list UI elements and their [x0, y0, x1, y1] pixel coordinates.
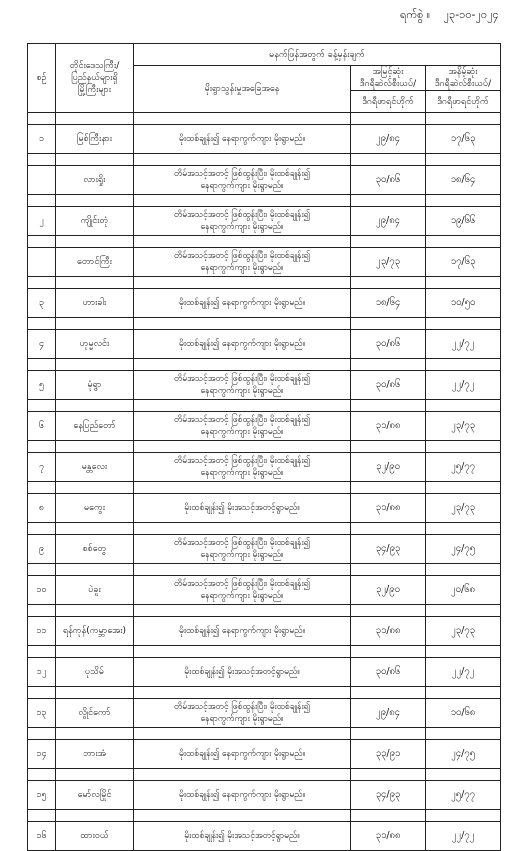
spacer-cell [134, 564, 351, 576]
cell-max: ၂၃/၇၃ [351, 248, 426, 277]
spacer-cell [28, 564, 56, 576]
spacer-cell [28, 154, 56, 166]
cell-min: ၁၇/၆၃ [426, 125, 501, 154]
condition-line1: မိုးထစ်ချုန်း၍ နေရာကွက်ကျား မိုးရွာမည်။ [178, 790, 306, 800]
row-spacer [28, 359, 501, 371]
cell-condition [134, 535, 351, 564]
spacer-cell [351, 236, 426, 248]
spacer-cell [134, 687, 351, 699]
spacer-cell [351, 482, 426, 494]
spacer-cell [28, 113, 56, 125]
spacer-cell [28, 810, 56, 822]
cell-min: ၂၃/၇၃ [426, 412, 501, 441]
cell-no: ၁၃ [28, 699, 56, 728]
cell-min: ၂၂/၇၂ [426, 330, 501, 359]
spacer-cell [134, 523, 351, 535]
spacer-cell [351, 810, 426, 822]
condition-line1: မိုးထစ်ချုန်း၍ မိုးအသင့်အတင့်ရွာမည်။ [184, 503, 300, 513]
cell-max: ၃၁/၈၈ [351, 822, 426, 851]
cell-no [28, 248, 56, 277]
table-row [28, 576, 501, 605]
spacer-cell [426, 113, 501, 125]
cell-min: ၂၃/၇၃ [426, 494, 501, 523]
spacer-cell [134, 482, 351, 494]
header-max-line1: အမြင့်ဆုံး [372, 67, 404, 77]
cell-no: ၅ [28, 371, 56, 400]
table-row [28, 494, 501, 523]
table-row [28, 535, 501, 564]
spacer-cell [56, 769, 134, 781]
cell-max: ၃၃/၉၁ [351, 740, 426, 769]
cell-min: ၂၄/၇၅ [426, 740, 501, 769]
table-row [28, 658, 501, 687]
cell-min: ၂၄/၇၅ [426, 535, 501, 564]
spacer-cell [56, 359, 134, 371]
spacer-cell [134, 236, 351, 248]
spacer-cell [28, 646, 56, 658]
header-min [426, 66, 501, 91]
cell-condition [134, 822, 351, 851]
spacer-cell [56, 318, 134, 330]
condition-line1: တိမ်အသင့်အတင့် ဖြစ်ထွန်းပြီး၊ မိုးထစ်ချုန်း၍ [174, 456, 310, 466]
spacer-cell [426, 195, 501, 207]
cell-city: လွိုင်ကော် [56, 699, 134, 728]
forecast-table [27, 43, 501, 851]
spacer-cell [134, 441, 351, 453]
cell-city: ဘားအံ [56, 740, 134, 769]
spacer-cell [426, 646, 501, 658]
spacer-cell [426, 441, 501, 453]
spacer-cell [134, 113, 351, 125]
spacer-cell [28, 482, 56, 494]
header-condition: မိုးရွာသွန်းမှုအခြေအနေ [134, 66, 351, 113]
cell-no: ၁၀ [28, 576, 56, 605]
condition-line1: တိမ်အသင့်အတင့် ဖြစ်ထွန်းပြီး၊ မိုးထစ်ချုန်း၍ [174, 169, 310, 179]
row-spacer [28, 523, 501, 535]
cell-max: ၃၀/၈၆ [351, 330, 426, 359]
cell-max: ၂၉/၈၄ [351, 125, 426, 154]
cell-no: ၆ [28, 412, 56, 441]
spacer-cell [351, 728, 426, 740]
cell-min: ၂၂/၇၂ [426, 658, 501, 687]
condition-line2: နေရာကွက်ကျား မိုးရွာမည်။ [200, 181, 284, 191]
spacer-cell [28, 318, 56, 330]
cell-condition [134, 740, 351, 769]
spacer-cell [351, 113, 426, 125]
table-row [28, 781, 501, 810]
cell-city: ဟုမ္မလင်း [56, 330, 134, 359]
cell-no: ၁၂ [28, 658, 56, 687]
spacer-cell [28, 400, 56, 412]
condition-line2: နေရာကွက်ကျား မိုးရွာမည်။ [200, 550, 284, 560]
condition-line2: နေရာကွက်ကျား မိုးရွာမည်။ [200, 222, 284, 232]
cell-no: ၃ [28, 289, 56, 318]
cell-condition [134, 781, 351, 810]
cell-no: ၁ [28, 125, 56, 154]
spacer-cell [56, 523, 134, 535]
cell-condition [134, 494, 351, 523]
spacer-cell [56, 646, 134, 658]
header-min-line2: ဒီဂရီဆဲလ်စီးယပ်/ [434, 79, 492, 89]
date-value: ၂၃-၁၀-၂၀၂၄ [443, 8, 499, 21]
row-spacer [28, 810, 501, 822]
spacer-cell [134, 359, 351, 371]
spacer-cell [56, 113, 134, 125]
cell-city: မော်လမြိုင် [56, 781, 134, 810]
cell-condition [134, 248, 351, 277]
row-spacer [28, 728, 501, 740]
row-spacer [28, 769, 501, 781]
table-row [28, 699, 501, 728]
cell-city: နေပြည်တော် [56, 412, 134, 441]
cell-min: ၂၀/၆၈ [426, 576, 501, 605]
cell-city: တောင်ကြီး [56, 248, 134, 277]
condition-line1: မိုးထစ်ချုန်း၍ နေရာကွက်ကျား မိုးရွာမည်။ [178, 298, 306, 308]
cell-condition [134, 330, 351, 359]
cell-condition [134, 125, 351, 154]
spacer-cell [28, 236, 56, 248]
spacer-cell [56, 154, 134, 166]
cell-no: ၁၄ [28, 740, 56, 769]
cell-min: ၂၅/၇၇ [426, 453, 501, 482]
condition-line1: မိုးထစ်ချုန်း၍ နေရာကွက်ကျား မိုးရွာမည်။ [178, 134, 306, 144]
spacer-cell [426, 769, 501, 781]
spacer-cell [134, 318, 351, 330]
table-row [28, 740, 501, 769]
cell-max: ၂၉/၈၄ [351, 699, 426, 728]
header-region-line1: တိုင်းဒေသကြီး/ [69, 61, 120, 71]
cell-min: ၂၂/၇၂ [426, 371, 501, 400]
spacer-cell [134, 769, 351, 781]
spacer-cell [134, 400, 351, 412]
row-spacer [28, 687, 501, 699]
spacer-cell [56, 605, 134, 617]
spacer-cell [56, 728, 134, 740]
header-min-line1: အနိမ့်ဆုံး [448, 67, 478, 77]
condition-line1: တိမ်အသင့်အတင့် ဖြစ်ထွန်းပြီး၊ မိုးထစ်ချုန်း၍ [174, 538, 310, 548]
table-row [28, 453, 501, 482]
cell-condition [134, 617, 351, 646]
spacer-cell [351, 564, 426, 576]
spacer-cell [56, 564, 134, 576]
row-spacer [28, 605, 501, 617]
condition-line2: နေရာကွက်ကျား မိုးရွာမည်။ [200, 714, 284, 724]
spacer-cell [351, 277, 426, 289]
spacer-cell [28, 523, 56, 535]
cell-no: ၇ [28, 453, 56, 482]
cell-min: ၂၂/၇၂ [426, 822, 501, 851]
cell-condition [134, 699, 351, 728]
spacer-cell [426, 400, 501, 412]
cell-city: စစ်တွေ [56, 535, 134, 564]
cell-city: ရန်ကုန်(ကမ္ဘာအေး) [56, 617, 134, 646]
cell-min: ၁၀/၅၀ [426, 289, 501, 318]
cell-min: ၁၈/၆၄ [426, 166, 501, 195]
row-spacer [28, 236, 501, 248]
condition-line2: နေရာကွက်ကျား မိုးရွာမည်။ [200, 386, 284, 396]
spacer-cell [351, 605, 426, 617]
cell-city: မြစ်ကြီးနား [56, 125, 134, 154]
cell-city: ထားဝယ် [56, 822, 134, 851]
condition-line2: နေရာကွက်ကျား မိုးရွာမည်။ [200, 263, 284, 273]
condition-line1: တိမ်အသင့်အတင့် ဖြစ်ထွန်းပြီး၊ မိုးထစ်ချုန်း၍ [174, 374, 310, 384]
date-label: ရက်စွဲ ။ [400, 8, 431, 21]
row-spacer [28, 441, 501, 453]
header-max-unit: ဒီဂရီဖာရင်ဟိုက် [351, 91, 426, 113]
cell-city: ဟားခါး [56, 289, 134, 318]
cell-no: ၁၆ [28, 822, 56, 851]
spacer-cell [134, 810, 351, 822]
condition-line1: တိမ်အသင့်အတင့် ဖြစ်ထွန်းပြီး၊ မိုးထစ်ချုန်း၍ [174, 579, 310, 589]
cell-condition [134, 207, 351, 236]
table-row [28, 822, 501, 851]
table-row [28, 371, 501, 400]
spacer-cell [28, 605, 56, 617]
table-row [28, 289, 501, 318]
spacer-cell [426, 523, 501, 535]
cell-city: မုံရွာ [56, 371, 134, 400]
cell-max: ၃၁/၈၈ [351, 617, 426, 646]
condition-line1: မိုးထစ်ချုန်း၍ နေရာကွက်ကျား မိုးရွာမည်။ [178, 339, 306, 349]
cell-city: ပုသိမ် [56, 658, 134, 687]
cell-no [28, 166, 56, 195]
spacer-cell [351, 359, 426, 371]
cell-city: ကျိုင်းတုံ [56, 207, 134, 236]
spacer-cell [426, 154, 501, 166]
table-body [28, 113, 501, 851]
cell-condition [134, 453, 351, 482]
date-line [400, 8, 509, 24]
spacer-cell [426, 359, 501, 371]
header-forecast-title: မနက်ဖြန်အတွက် ခန့်မှန်းချက် [134, 44, 501, 66]
spacer-cell [56, 810, 134, 822]
spacer-cell [426, 318, 501, 330]
table-row [28, 330, 501, 359]
cell-min: ၂၅/၇၇ [426, 781, 501, 810]
spacer-cell [56, 687, 134, 699]
condition-line1: တိမ်အသင့်အတင့် ဖြစ်ထွန်းပြီး၊ မိုးထစ်ချုန်း၍ [174, 251, 310, 261]
header-region-line2: ပြည်နယ်များရှိ [71, 73, 118, 83]
header-region-line3: မြို့ကြီးများ [77, 85, 112, 95]
cell-max: ၃၁/၈၈ [351, 412, 426, 441]
spacer-cell [426, 605, 501, 617]
cell-condition [134, 576, 351, 605]
row-spacer [28, 277, 501, 289]
condition-line2: နေရာကွက်ကျား မိုးရွာမည်။ [200, 591, 284, 601]
header-no: စဉ် [28, 44, 56, 113]
condition-line2: နေရာကွက်ကျား မိုးရွာမည်။ [200, 427, 284, 437]
cell-max: ၃၂/၉၀ [351, 453, 426, 482]
condition-line1: မိုးထစ်ချုန်း၍ နေရာကွက်ကျား မိုးရွာမည်။ [178, 749, 306, 759]
cell-max: ၃၀/၈၆ [351, 166, 426, 195]
row-spacer [28, 154, 501, 166]
spacer-cell [426, 728, 501, 740]
cell-max: ၂၉/၈၄ [351, 207, 426, 236]
cell-max: ၁၈/၆၄ [351, 289, 426, 318]
table-row [28, 207, 501, 236]
condition-line1: တိမ်အသင့်အတင့် ဖြစ်ထွန်းပြီး၊ မိုးထစ်ချုန်း၍ [174, 702, 310, 712]
spacer-cell [56, 277, 134, 289]
row-spacer [28, 646, 501, 658]
spacer-cell [426, 564, 501, 576]
cell-max: ၃၀/၈၆ [351, 371, 426, 400]
spacer-cell [351, 646, 426, 658]
cell-no: ၄ [28, 330, 56, 359]
condition-line1: တိမ်အသင့်အတင့် ဖြစ်ထွန်းပြီး၊ မိုးထစ်ချုန်း၍ [174, 415, 310, 425]
header-min-unit: ဒီဂရီဖာရင်ဟိုက် [426, 91, 501, 113]
row-spacer [28, 564, 501, 576]
condition-line2: နေရာကွက်ကျား မိုးရွာမည်။ [200, 468, 284, 478]
spacer-cell [134, 154, 351, 166]
cell-condition [134, 371, 351, 400]
cell-max: ၃၄/၉၃ [351, 781, 426, 810]
cell-no: ၈ [28, 494, 56, 523]
spacer-cell [351, 441, 426, 453]
spacer-cell [56, 400, 134, 412]
cell-max: ၃၀/၈၆ [351, 658, 426, 687]
cell-min: ၁၉/၆၆ [426, 207, 501, 236]
spacer-cell [351, 400, 426, 412]
row-spacer [28, 400, 501, 412]
cell-no: ၁၅ [28, 781, 56, 810]
header-region [56, 44, 134, 113]
cell-max: ၃၁/၈၈ [351, 494, 426, 523]
spacer-cell [56, 482, 134, 494]
cell-min: ၁၇/၆၃ [426, 248, 501, 277]
header-max [351, 66, 426, 91]
spacer-cell [426, 236, 501, 248]
condition-line1: မိုးထစ်ချုန်း၍ နေရာကွက်ကျား မိုးရွာမည်။ [178, 626, 306, 636]
row-spacer [28, 113, 501, 125]
spacer-cell [134, 195, 351, 207]
condition-line1: မိုးထစ်ချုန်း၍ မိုးအသင့်အတင့်ရွာမည်။ [184, 667, 300, 677]
cell-city: လားရှိုး [56, 166, 134, 195]
table-row [28, 617, 501, 646]
spacer-cell [351, 154, 426, 166]
cell-max: ၃၄/၉၃ [351, 535, 426, 564]
cell-no: ၁၁ [28, 617, 56, 646]
row-spacer [28, 195, 501, 207]
cell-city: မန္တလေး [56, 453, 134, 482]
condition-line1: တိမ်အသင့်အတင့် ဖြစ်ထွန်းပြီး၊ မိုးထစ်ချုန်း၍ [174, 210, 310, 220]
table-header [28, 44, 501, 113]
spacer-cell [351, 195, 426, 207]
spacer-cell [426, 810, 501, 822]
cell-no: ၉ [28, 535, 56, 564]
spacer-cell [351, 687, 426, 699]
table-row [28, 125, 501, 154]
spacer-cell [351, 318, 426, 330]
cell-city: မကွေး [56, 494, 134, 523]
row-spacer [28, 318, 501, 330]
spacer-cell [351, 769, 426, 781]
table-row [28, 412, 501, 441]
spacer-cell [28, 277, 56, 289]
spacer-cell [56, 441, 134, 453]
spacer-cell [56, 236, 134, 248]
spacer-cell [134, 605, 351, 617]
condition-line1: မိုးထစ်ချုန်း၍ မိုးအသင့်အတင့်ရွာမည်။ [184, 831, 300, 841]
spacer-cell [134, 277, 351, 289]
spacer-cell [426, 277, 501, 289]
spacer-cell [28, 769, 56, 781]
spacer-cell [28, 441, 56, 453]
cell-condition [134, 658, 351, 687]
cell-min: ၁၀/၆၈ [426, 699, 501, 728]
spacer-cell [426, 482, 501, 494]
cell-condition [134, 289, 351, 318]
cell-condition [134, 412, 351, 441]
table-row [28, 166, 501, 195]
spacer-cell [56, 195, 134, 207]
row-spacer [28, 482, 501, 494]
header-max-line2: ဒီဂရီဆဲလ်စီးယပ်/ [359, 79, 417, 89]
spacer-cell [351, 523, 426, 535]
spacer-cell [134, 646, 351, 658]
spacer-cell [134, 728, 351, 740]
cell-city: ပဲခူး [56, 576, 134, 605]
spacer-cell [426, 687, 501, 699]
cell-min: ၂၃/၇၃ [426, 617, 501, 646]
cell-condition [134, 166, 351, 195]
spacer-cell [28, 687, 56, 699]
table-row [28, 248, 501, 277]
spacer-cell [28, 195, 56, 207]
cell-no: ၂ [28, 207, 56, 236]
spacer-cell [28, 728, 56, 740]
spacer-cell [28, 359, 56, 371]
cell-max: ၃၂/၉၀ [351, 576, 426, 605]
